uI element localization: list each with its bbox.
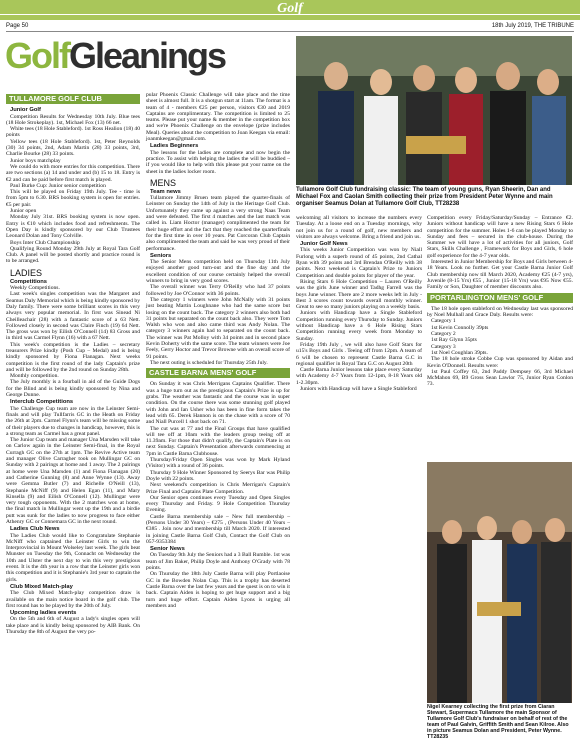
article-paragraph: 1st Paul Coffey 63, 2nd Paddy Dempsey 66, 3rd Michael McMahon 69, B9 Gross Sean Lawlor 75, Junior Ryan Conlon 73. xyxy=(427,368,573,388)
column-4 xyxy=(427,215,573,459)
photo1-caption: Tullamore Golf Club fundraising classic: The team of young guns, Ryan Sheerin, Dan and Michael Fox and Caolan Smith collecting their prize from President Peter Wynne and main organiser Seamus Dolan at Tullamore Golf Club, TT28238 xyxy=(296,187,553,207)
article-paragraph: The Ladies Club would like to Congratulate Stephanie McNiff who captained the Leinster Girls to win the Interprovincial in Mount Wolseley last week. The girls beat Munster on Tuesday the 9th, Connacht on Wednesday the 10th and Ulster the next day to win this very prestigious event. It is the 4th year in a row that the Leinster girls won this competition and it is Stephanie's 3rd year to captain the girls. xyxy=(6,532,140,583)
column-1 xyxy=(6,92,140,728)
article-paragraph: The 18 hole open stableford on Wednesday last was sponsored by Noel Mulhall and Grace Daly. Results were: xyxy=(427,305,573,319)
result-line: Category 2 xyxy=(431,331,456,338)
photo-tullamore-young-guns xyxy=(296,36,572,185)
subhead-competitions: Competitions xyxy=(10,278,48,285)
article-paragraph: Junior open xyxy=(10,208,37,215)
subhead-ladies-club-news: Ladies Club News xyxy=(10,526,60,533)
article-paragraph: On the 5th and 6th of August a lady's singles open will take place and is kindly being sponsored by AIB Bank. On Thursday the 8th of August the very po- xyxy=(6,616,140,636)
article-paragraph: On Thursday the 18th July Castle Barna will play Portlaoise GC in the Bowden Nolan Cup. This is a trophy has deserted Castle Barna over the last few years and the quest is on to win it back. Captain Aiden is hoping to get huge support and a big turn and huge effort. Captain Aiden Lyons is urging all members and xyxy=(146,571,290,609)
article-paragraph: Qualifying Round Monday 29th July at Royal Tara Golf Club. A panel will be posted shortly and practice round is to be arranged. xyxy=(6,245,140,265)
article-paragraph: This week's competition is the Ladies – secretary treasurers Prize kindly (Posh Cup – Medal) and is being kindly sponsored by Fiona Flanagan. Next weeks competition is the first round of the lady Captain's prize and will be followed by the 2nd round on Sunday 28th. xyxy=(6,341,140,373)
article-paragraph: Next weekend's competition is Chris Merrigan's Captain's Prize Final and Captains Plate Competition. xyxy=(146,482,290,495)
subhead-junior-golf: Junior Golf xyxy=(10,107,41,114)
result-line: Category 1 xyxy=(431,318,456,325)
article-paragraph: Competition Results for Wednesday 10th July. Blue tees (18 Hole Strokeplay). 1st, Michael Fox (13) 66 net. xyxy=(6,113,140,126)
section-band-tullamore: TULLAMORE GOLF CLUB xyxy=(6,94,140,104)
article-paragraph: The Senior Mens competition held on Thursday 11th July enjoyed another good turn-out and the fine day and the excellent condition of our course certainly helped the overall winners to bring in very good scores. xyxy=(146,259,290,285)
section-header-bar xyxy=(0,0,580,20)
article-paragraph: The next outing is scheduled for Thursday 25th July. xyxy=(150,359,268,366)
article-paragraph: Juniors with Handicap will have a Single Stableford xyxy=(300,386,417,393)
article-paragraph: Tullamore Jimmy Bruen team played the quarter-finals of Leinster on Sunday the 14th of July in the Heritage Golf Club. Unfortunately they came up against a very strong Naas Team and were defeated. The first 4 matches and the last match was called in. Liam Hoctor (manager) complimented the team for their huge effort and the fact that they reached the quarterfinals for the first time in over 10 years. Pat Corcoran Club Captain also complimented the team and said he was very proud of their performance. xyxy=(146,195,290,252)
column-2 xyxy=(146,92,290,728)
article-paragraph: Our Senior open continues every Tuesday and Open Singles every Thursday and Friday. 9 Hole Competition Thursday Evening. xyxy=(146,494,290,514)
subhead-seniors: Seniors xyxy=(150,252,172,259)
article-paragraph: Yellow tees (18 Hole Stableford). 1st, Peter Reynolds (30) 34 points, 2nd, Adam Martin (28) 33 points, 3rd, Charlie Bourke (28) 33 points. xyxy=(6,138,140,158)
result-line: 1st Ray Glynn 35pts xyxy=(431,337,477,344)
column-3 xyxy=(296,215,422,727)
article-paragraph: pular Phoenix Classic Challenge will take place and the time sheet is almost full. It is a shotgun start at 11am. The format is a team of 4 - members €25 per person, visitors €30 and 2019 Captains are complimentary. The competition is limited to 25 teams. Please put your name & member in the competition box and we're Phoenix Challenge on the envelope (prize includes Meal). Queries about the competition to Joan Keegan via email: joanmkeegan@gmail.com. xyxy=(146,92,290,143)
title-golf: Golf xyxy=(5,35,69,76)
article-paragraph: welcoming all visitors to increase the numbers every Tuesday. At a loose end on a Tuesday mornings, why not join us for a round of golf, new members and visitors are always welcome. Bring a friend and join us. xyxy=(296,215,422,240)
section-band-portarlington: PORTARLINGTON MENS' GOLF xyxy=(427,293,573,303)
article-paragraph: Weekly Competitions. xyxy=(10,285,60,292)
title-gleanings: Gleanings xyxy=(68,35,226,76)
article-paragraph: White tees (18 Hole Stableford). 1st Ross Healion (18) 40 points xyxy=(6,126,140,139)
photo2-caption: Nigel Kearney collecting the first prize from Ciaran Stewart, Supermacs Tullamore the main Sponsor of Tullamore Golf Club's fundraiser on behalf of rest of the team of Paul Galvin, Griffith Smith and Sean Kilroe. Also in picture Seamus Dolan and President, Peter Wynne. TT28235 xyxy=(427,704,569,740)
article-paragraph: The July monthly is a fourball in aid of the Guide Dogs for the Blind and is being kindly sponsored by Nina and George Dunne. xyxy=(6,379,140,399)
article-paragraph: Thursday 9 Hole Winner Sponsored by Seerys Bar was Philip Doyle with 22 points. xyxy=(146,469,290,482)
article-paragraph: Castle Barna membership sale – New full membership – (Persons Under 30 Years) – €275 , (Persons Under 40 Years – €385 . Join now and membership till March 2020. If interested in joining Castle Barna Golf Club, Contact the Golf Club on 057-9353384 xyxy=(146,513,290,545)
article-paragraph: Interested in Junior Membership for Boys and Girls between 4-18 Years. Look no further. Get your Castle Barna Junior Golf Club membership now till March 2020, Academy €25 (4-7 yrs), Juvenile (8-15 Yrs) €55 , Junior (15-18 Yrs) was €95 Now €55. Family or Son, Daughter of member discounts also. xyxy=(427,259,573,291)
article-paragraph: Juniors with Handicap have a Single Stableford Competition running every Thursday to Sunday. Juniors without Handicap have a 6 Hole Rising Stars Competition running every week from Monday to Sunday. xyxy=(296,310,422,342)
article-paragraph: The 18 hole stroke Cobbe Cup was sponsored by Aidan and Kevin O'Donnell. Results were: xyxy=(427,356,573,369)
article-paragraph: The Junior Cup team and manager Una Marsden will take on Carlow again in the Leinster Semi-final, in the Royal Curragh GC on the 27th at 1pm. The Revive Active team and manager Olive Carragher took on Mullingar GC on Sunday with 2 pairings at home and 1 away. The 2 pairings at home were Una Marsden (1) and Fiona Flanagan (20) and Catherine Gunning (8) and Anne Wynne (13). Away were Gemma Butler (7) and Richelle O'Neill (13), Stephanie McNiff (9) and Helen Egan (11), and Mary Kinsella (9) and Eilish O'Connell (12). Mullingar were very tough opponents. With the 2 matches won at home, the final match in Mullingar went up the 19th and a birdie putt was sunk for the ladies to now progress to face either Athenry GC or Connemara GC in the next round. xyxy=(6,437,140,525)
result-line: 1st Kevin Connolly 39pts xyxy=(431,324,489,331)
result-line: 1st Noel Coughlan 39pts. xyxy=(431,349,488,356)
article-paragraph: The category 1 winners were John McNally with 31 points just beating Martin Loughnane who had the same score but losing on the count back. The category 2 winners also both had 31 points but separated on the count back also. They were Tom Walsh who won and also came third was Andy Nolan. The category 3 winners again had to separated on the count back. The winner was Pat Molloy with 34 points and in second place Kevin Doherty with the same score. The team winners were Joe Feely, Gerry Hoctor and Trevor Browne with an overall score of 91 points. xyxy=(146,296,290,360)
article-paragraph: The Challenge Cup team are now in the Leinster Semi-finals and will play Tullfarris GC in the Heath on Friday the 26th at 2pm. Carmel Flynn's team will be missing some of their players due to changes in handicap, however, this is a strong team as Carmel has a great panel. xyxy=(6,405,140,437)
article-paragraph: The lessons for the ladies are complete and now begin the practice. To assist with helping the ladies the will be buddied – if you would like to help with this please put your name on the sheet in the ladies locker room. xyxy=(146,149,290,175)
article-paragraph: The overall winner was Terry O'Reilly who had 37 points followed by Joe O'Connor with 36 points. xyxy=(146,284,290,297)
result-line: Category 3 xyxy=(431,343,456,350)
article-paragraph: Monthly competition. xyxy=(10,373,59,380)
article-paragraph: On Tuesday 9th July the Seniors had a 3 Ball Rumble. 1st was team of Jim Baker, Philip Doyle and Anthony O'Grady with 78 points. xyxy=(146,552,290,572)
article-paragraph: Castle Barna Junior lessons take place every Saturday with Academy 4-7 Years from 12-1pm, 8-18 Years old 1-2.30pm. xyxy=(296,367,422,386)
article-paragraph: Friday 19th July , we will also have Golf Stars for u15's Boys and Girls . Teeing off from 12pm. A team of 6 will be chosen to represent Castle Barna G.C in regional qualifier in Royal Tara G.C on August 20th xyxy=(296,341,422,367)
subhead-club-mixed: Club Mixed Match-play xyxy=(10,583,73,590)
page-number: Page 50 xyxy=(6,23,29,29)
article-paragraph: Thursday/Friday Open Singles was won by Mark Hyland (Visitor) with a round of 36 points. xyxy=(146,457,290,470)
article-paragraph: Competition every Friday/Saturday/Sunday – Entrance €2. Juniors without handicap will have a new Rising Stars 6 Hole competition for the summer. Holes 1-6 can be played Monday to Sunday and fees – secured in the club-house. During the Summer we will have a lot of activities for all juniors, Golf Stars, Skills Challenge , Framework for Boys and Girls, 6 hole golf experience for the 4-7 year olds. xyxy=(427,215,573,259)
subhead-junior-golf-news: Junior Golf News xyxy=(300,241,348,248)
article-paragraph: This weeks Junior Competition was won by Niall Furlong with a superb round of 45 points, 2nd Cathal Ryan with 39 points and 3rd Brendan O'Reilly with 38 points. Next weekend is Captain's Prize to Juniors Competition and double points for player of the year. xyxy=(296,247,422,279)
section-title: Golf xyxy=(277,1,303,16)
article-paragraph: On Sunday it was Chris Merrigans Captains Qualifier. There was a huge turn out as the prestigious Captain's Prize is up for grabs. The weather was fantastic and the course was in super condition. On the course there was some stunning golf played with John and Ian Usher who has been in fine form takes the lead with 65. Derek Hannon is on the chase with a score of 70 and Niall Purcell 1 shot back on 71. xyxy=(146,381,290,426)
subhead-senior-news: Senior News xyxy=(150,546,185,553)
article-paragraph: Monday July 31st. BRS booking system is now open. Entry is €10 which includes food and refreshments. The Open Day is kindly sponsored by our Club Trustees Leonard Dolan and Tony Colville. xyxy=(6,214,140,240)
subhead-ladies-beginners: Ladies Beginners xyxy=(150,143,199,150)
article-paragraph: Paul Burke Cup: Junior senior competition xyxy=(10,182,106,189)
page-title xyxy=(5,35,226,76)
article-paragraph: This will be played on Friday 19th July. Tee - time is from 5pm to 6.30. BRS booking system is open for entries. €5 per pair. xyxy=(6,189,140,208)
subhead-mens: MENS xyxy=(150,177,177,188)
subhead-upcoming: Upcoming ladies events xyxy=(10,610,77,617)
subhead-ladies: LADIES xyxy=(10,267,43,278)
article-paragraph: Boys Inter Club Championship xyxy=(10,239,80,246)
top-rule xyxy=(6,31,574,32)
publication-date: 18th July 2019, THE TRIBUNE xyxy=(491,23,574,29)
section-band-castle-barna: CASTLE BARNA MENS' GOLF xyxy=(146,368,290,378)
photo-illustration xyxy=(296,36,572,185)
article-paragraph: We could do with more entries for this competition. There are two sections (a) 14 and under and (b) 15 to 18. Entry is €2 and can be paid before first match is played. xyxy=(6,163,140,183)
article-paragraph: Rising Stars 6 Hole Competition – Lauren O'Reilly was the girls June winner and Tadhg Farrell was the boys June winner. There are 2 more weeks left in July - Best 3 scores count towards overall monthly winner. Great to see so many juniors playing on a weekly basis. xyxy=(296,278,422,311)
article-paragraph: Last week's singles competition was the Margaret and Seamus Daly Memorial which is being kindly sponsored by Daly family. There were some brilliant scores in this very always very popular memorial. In first was Sinead Ni Cheilleachair (28) with a fantastic score of a 63 Nett. Followed closely in second was Claire Finch (19) 64 Nett. The gross was won by Eilish O'Connell (14) 83 Gross and in third was Carmel Flynn (16) with a 67 Nett. xyxy=(6,291,140,342)
article-paragraph: The Club Mixed Match-play competition draw is available on the main notice board in the golf club. The first round has to be played by the 20th of July. xyxy=(6,590,140,609)
article-paragraph: Junior boys matchplay xyxy=(10,157,61,164)
subhead-team-news: Team news xyxy=(150,188,181,195)
article-paragraph: The cut was at 77 and the Final Groups that have qualified will tee off at 10am with the leaders group teeing off at 11.39am. For those that didn't qualify, the Captain's Plate is on next Sunday. Captain's Presentation afterwards commencing at 7pm in Castle Barna Clubhouse. xyxy=(146,425,290,457)
photo-illustration xyxy=(427,462,572,703)
photo-supermacs-prize xyxy=(427,462,572,703)
subhead-interclub: Interclub Competitions xyxy=(10,399,74,406)
